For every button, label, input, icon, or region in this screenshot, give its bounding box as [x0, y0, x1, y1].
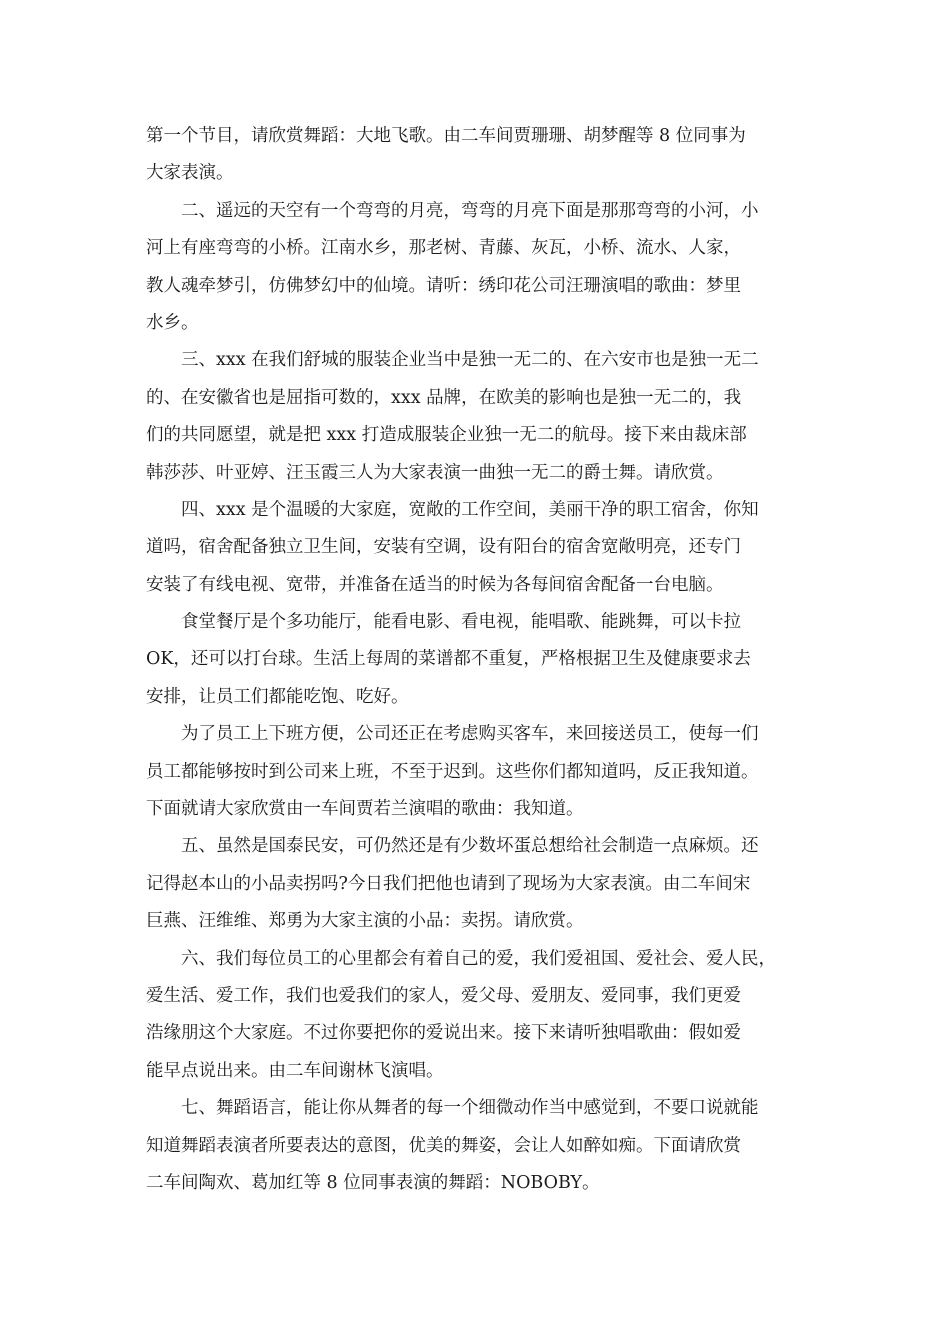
document-body — [146, 118, 816, 1202]
text-line: 韩莎莎、叶亚婷、汪玉霞三人为大家表演一曲独一无二的爵士舞。请欣赏。 — [146, 462, 724, 483]
text-line: 记得赵本山的小品卖拐吗?今日我们把他也请到了现场为大家表演。由二车间宋 — [146, 873, 751, 894]
text-line: 二、遥远的天空有一个弯弯的月亮，弯弯的月亮下面是那那弯弯的小河，小 — [181, 200, 759, 221]
text-line: 二车间陶欢、葛加红等 8 位同事表演的舞蹈：NOBOBY。 — [146, 1172, 600, 1193]
text-line: 道吗，宿舍配备独立卫生间，安装有空调，设有阳台的宿舍宽敞明亮，还专门 — [146, 537, 741, 558]
text-line: 浩缘朋这个大家庭。不过你要把你的爱说出来。接下来请听独唱歌曲：假如爱 — [146, 1023, 741, 1044]
text-line: 水乡。 — [146, 312, 199, 333]
text-line: 教人魂牵梦引，仿佛梦幻中的仙境。请听：绣印花公司汪珊演唱的歌曲：梦里 — [146, 275, 741, 296]
text-line: 爱生活、爱工作，我们也爱我们的家人，爱父母、爱朋友、爱同事，我们更爱 — [146, 985, 741, 1006]
text-line: 七、舞蹈语言，能让你从舞者的每一个细微动作当中感觉到，不要口说就能 — [181, 1098, 759, 1119]
text-line: 食堂餐厅是个多功能厅，能看电影、看电视，能唱歌、能跳舞，可以卡拉 — [181, 612, 741, 633]
text-line: 们的共同愿望，就是把 xxx 打造成服装企业独一无二的航母。接下来由裁床部 — [146, 425, 747, 446]
text-line: 下面就请大家欣赏由一车间贾若兰演唱的歌曲：我知道。 — [146, 799, 584, 820]
text-line: 河上有座弯弯的小桥。江南水乡，那老树、青藤、灰瓦，小桥、流水、人家， — [146, 238, 741, 259]
text-line: 的、在安徽省也是屈指可数的，xxx 品牌，在欧美的影响也是独一无二的，我 — [146, 387, 742, 408]
text-line: 六、我们每位员工的心里都会有着自己的爱，我们爱祖国、爱社会、爱人民， — [181, 948, 776, 969]
text-line: 五、虽然是国泰民安，可仍然还是有少数坏蛋总想给社会制造一点麻烦。还 — [181, 836, 759, 857]
text-line: 四、xxx 是个温暖的大家庭，宽敞的工作空间，美丽干净的职工宿舍，你知 — [181, 499, 759, 520]
text-line: 为了员工上下班方便，公司还正在考虑购买客车，来回接送员工，使每一们 — [181, 724, 759, 745]
text-line: 安排，让员工们都能吃饱、吃好。 — [146, 686, 409, 707]
text-line: 第一个节目，请欣赏舞蹈：大地飞歌。由二车间贾珊珊、胡梦醒等 8 位同事为 — [146, 126, 746, 146]
text-line: 员工都能够按时到公司来上班，不至于迟到。这些你们都知道吗，反正我知道。 — [146, 761, 759, 782]
text-line: 巨燕、汪维维、郑勇为大家主演的小品：卖拐。请欣赏。 — [146, 911, 584, 932]
text-line: 知道舞蹈表演者所要表达的意图，优美的舞姿，会让人如醉如痴。下面请欣赏 — [146, 1135, 741, 1156]
text-line: 安装了有线电视、宽带，并准备在适当的时候为各每间宿舍配备一台电脑。 — [146, 574, 724, 595]
text-line: 大家表演。 — [146, 163, 234, 184]
text-line: OK，还可以打台球。生活上每周的菜谱都不重复，严格根据卫生及健康要求去 — [146, 649, 751, 670]
text-line: 能早点说出来。由二车间谢林飞演唱。 — [146, 1060, 444, 1081]
text-line: 三、xxx 在我们舒城的服装企业当中是独一无二的、在六安市也是独一无二 — [181, 350, 759, 371]
